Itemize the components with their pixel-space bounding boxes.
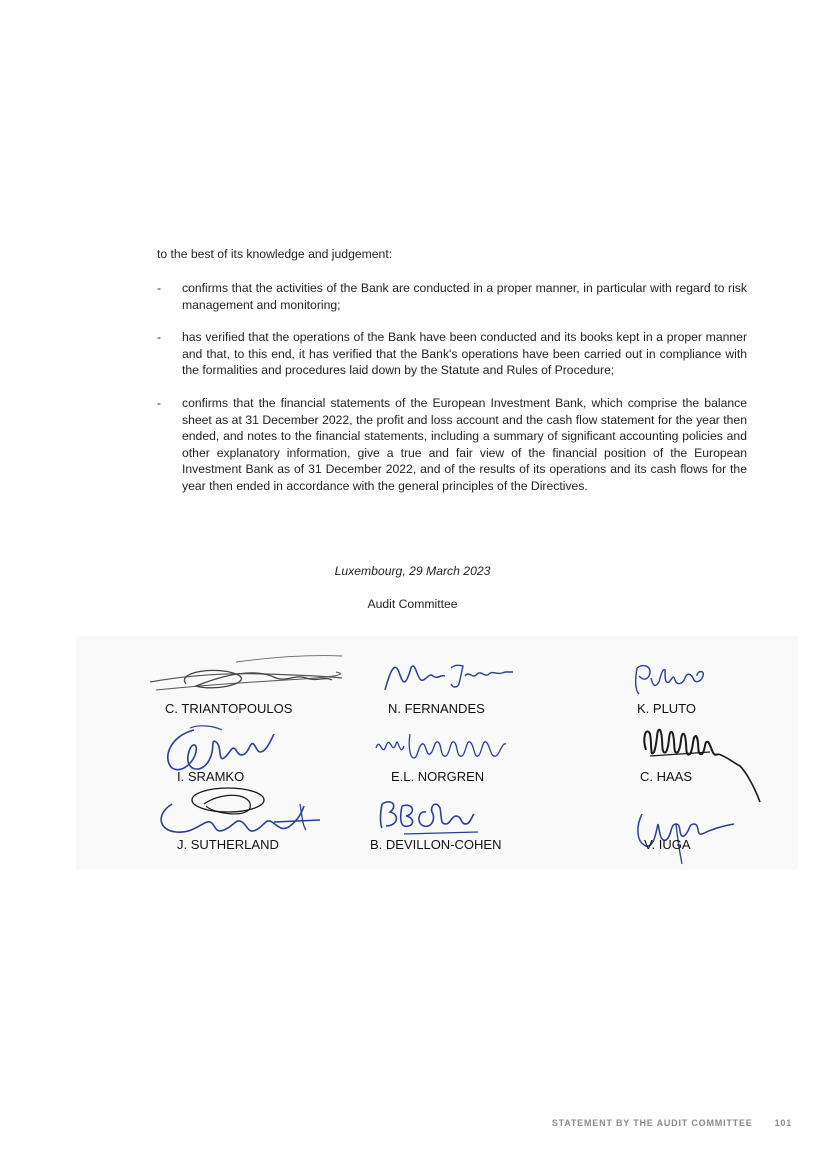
signatory-name: B. DEVILLON-COHEN [370, 837, 502, 852]
signature-fernandes-image [381, 658, 521, 698]
intro-text: to the best of its knowledge and judgement: [157, 247, 393, 261]
page-footer [552, 1118, 792, 1128]
bullet-text: confirms that the activities of the Bank are conducted in a proper manner, in particular with regard to risk management and monitoring; [182, 281, 747, 312]
signature-norgren-image [370, 728, 520, 768]
bullet-text: has verified that the operations of the Bank have been conducted and its books kept in a proper manner and that, to this end, it has verified that the Bank's operations have been carried out in compliance with the formalities and procedures laid down by the Statute and Rules of Procedure; [182, 330, 747, 378]
signatory-name: V. IUGA [644, 837, 691, 852]
place-date: Luxembourg, 29 March 2023 [334, 564, 491, 578]
bullet-list [157, 280, 747, 511]
signatory-name: C. TRIANTOPOULOS [165, 701, 293, 716]
signatory-name: K. PLUTO [637, 701, 697, 716]
bullet-dash: - [157, 281, 162, 295]
footer-section-title: STATEMENT BY THE AUDIT COMMITTEE [551, 1118, 753, 1128]
bullet-text: confirms that the financial statements of the European Investment Bank, which comprise the balance sheet as at 31 December 2022, the profit and loss account and the cash flow statement for the year then ended, and notes to the financial statements, including a summary of significant accounting policies and other explanatory information, give a true and fair view of the financial position of the European Investment Bank as of 31 December 2022, and of the results of its operations and its cash flows for the year then ended in accordance with the general principles of the Directives. [182, 395, 747, 493]
bullet-item [157, 280, 747, 313]
signatory-name: C. HAAS [640, 769, 693, 784]
signatory-name: J. SUTHERLAND [177, 837, 279, 852]
bullet-item [157, 395, 747, 495]
page-number: 101 [774, 1118, 792, 1128]
signature-pluto-image [631, 660, 711, 700]
bullet-dash: - [157, 330, 162, 345]
committee-title: Audit Committee [367, 597, 458, 611]
signature-sutherland-image [154, 784, 324, 844]
signature-block [76, 636, 798, 870]
signature-triantopoulos-image [146, 644, 346, 704]
bullet-dash: - [157, 395, 162, 410]
signatory-name: I. SRAMKO [177, 769, 245, 784]
signature-haas-image [636, 722, 766, 812]
bullet-item [157, 329, 747, 379]
signatory-name: N. FERNANDES [388, 701, 485, 716]
signatory-name: E.L. NORGREN [391, 769, 485, 784]
